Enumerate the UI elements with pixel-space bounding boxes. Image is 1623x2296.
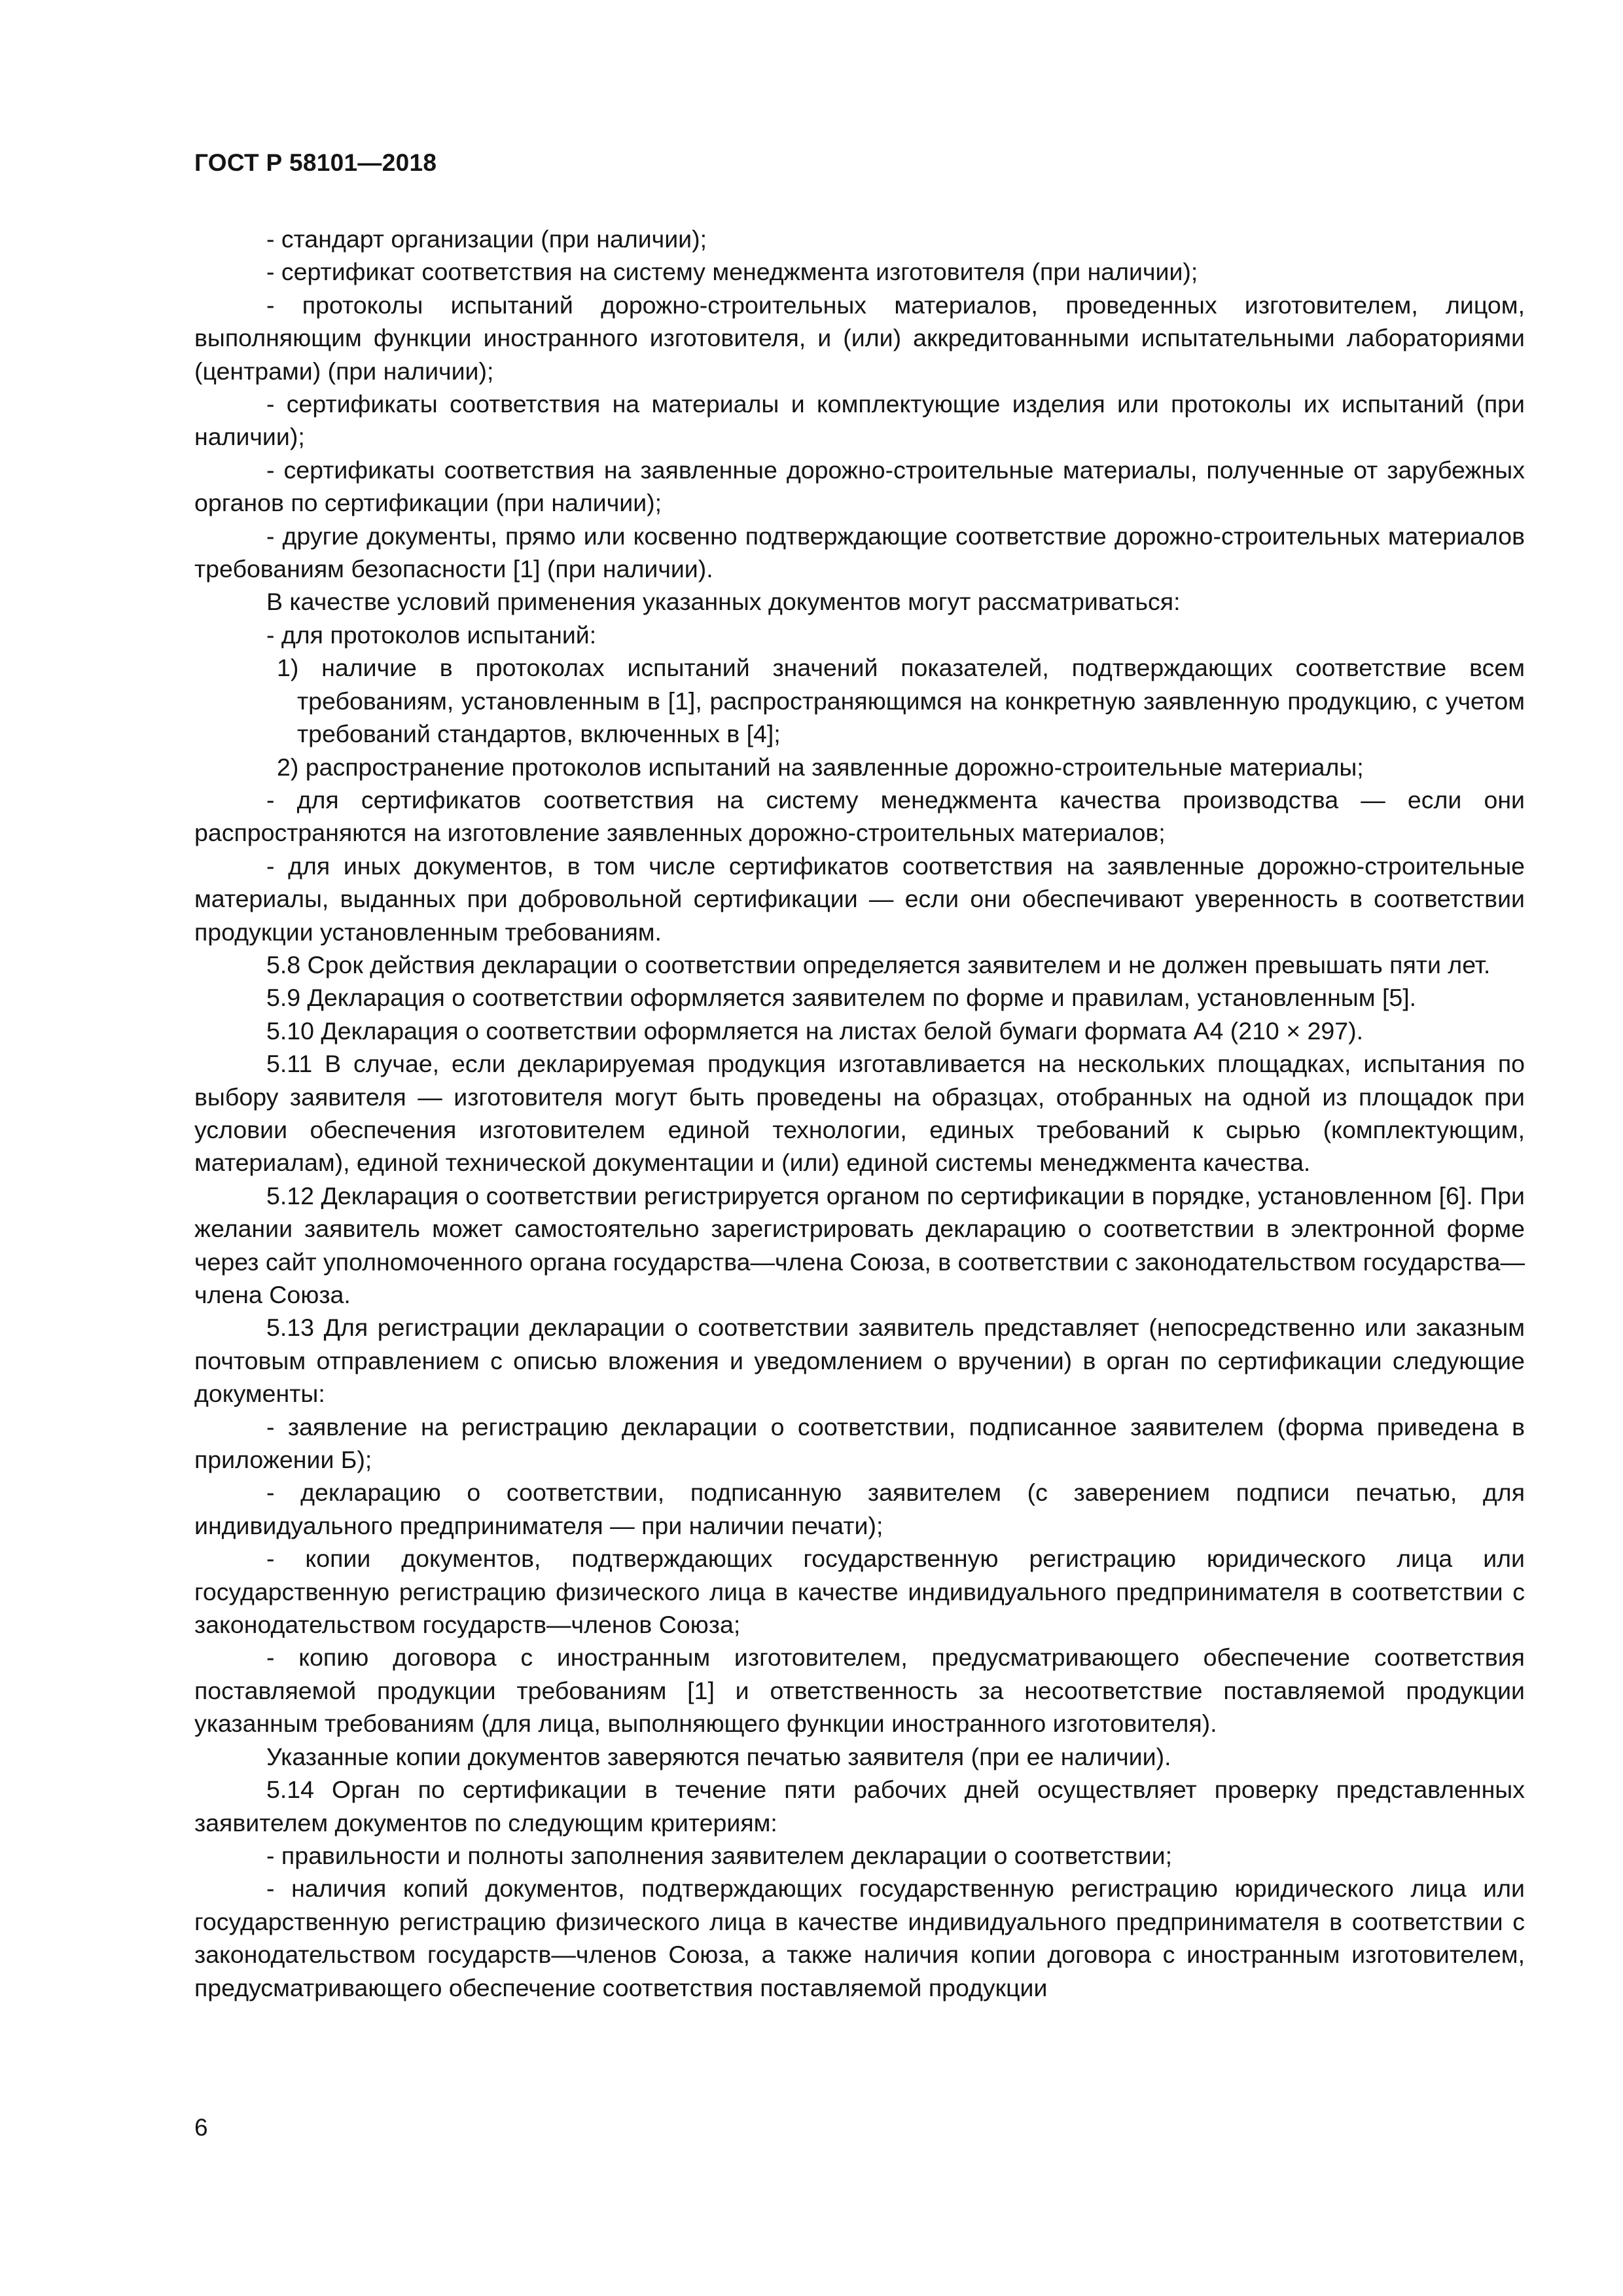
clause-5-14: 5.14 Орган по сертификации в течение пяти рабочих дней осуществляет проверку представленных заявителем документов по следующим критериям: [194,1776,1525,1837]
clause-5-8: 5.8 Срок действия декларации о соответствии определяется заявителем и не должен превышать пяти лет. [266,950,1491,978]
list-item: - протоколы испытаний дорожно-строительных материалов, проведенных изготовителем, лицом, выполняющим функции иностранного изготовителя, и (или) аккредитованными испытательными лабораториями (центрами) (при наличии); [194,291,1525,385]
list-item: - другие документы, прямо или косвенно подтверждающие соответствие дорожно-строительных материалов требованиям безопасности [1] (при наличии). [194,522,1525,583]
list-item: - для сертификатов соответствия на систему менеджмента качества производства — если они распространяются на изготовление заявленных дорожно-строительных материалов; [194,785,1525,847]
clause-5-9: 5.9 Декларация о соответствии оформляется заявителем по форме и правилам, установленным [5]. [266,984,1417,1012]
list-item: - декларацию о соответствии, подписанную заявителем (с заверением подписи печатью, для индивидуального предпринимателя — при наличии печати); [194,1479,1525,1539]
list-item: - наличия копий документов, подтверждающих государственную регистрацию юридического лица или государственную регистрацию физического лица в качестве индивидуального предпринимателя в соответствии с законодательством государств—членов Союза, а также наличия копии договора с иностранным изготовителем, предусматривающего обеспечение соответствия поставляемой продукции [194,1874,1525,2001]
document-header: ГОСТ Р 58101—2018 [194,149,437,176]
numbered-item: 2) распространение протоколов испытаний на заявленные дорожно-строительные материалы; [277,753,1364,781]
numbered-item: 1) наличие в протоколах испытаний значений показателей, подтверждающих соответствие всем требованиям, установленным в [1], распространяющимся на конкретную заявленную продукцию, с учетом требований стандартов, включенных в [4]; [277,654,1525,748]
list-item: - для протоколов испытаний: [266,620,597,649]
list-item: - копию договора с иностранным изготовителем, предусматривающего обеспечение соответствия поставляемой продукции требованиям [1] и ответственность за несоответствие поставляемой продукции указанным требованиям (для лица, выполняющего функции иностранного изготовителя). [194,1643,1525,1738]
page-number: 6 [194,2114,208,2141]
document-body [194,223,1525,2004]
list-item: - сертификаты соответствия на заявленные дорожно-строительные материалы, полученные от зарубежных органов по сертификации (при наличии); [194,456,1525,517]
clause-5-13: 5.13 Для регистрации декларации о соответствии заявитель представляет (непосредственно или заказным почтовым отправлением с описью вложения и уведомлением о вручении) в орган по сертификации следующие документы: [194,1314,1525,1408]
list-item: - правильности и полноты заполнения заявителем декларации о соответствии; [266,1841,1173,1869]
list-item: - заявление на регистрацию декларации о соответствии, подписанное заявителем (форма приведена в приложении Б); [194,1412,1525,1474]
list-item: - копии документов, подтверждающих государственную регистрацию юридического лица или государственную регистрацию физического лица в качестве индивидуального предпринимателя в соответствии с законодательством государств—членов Союза; [194,1545,1525,1639]
list-item: - сертификаты соответствия на материалы и комплектующие изделия или протоколы их испытаний (при наличии); [194,390,1525,451]
clause-5-11: 5.11 В случае, если декларируемая продукция изготавливается на нескольких площадках, испытания по выбору заявителя — изготовителя могут быть проведены на образцах, отобранных на одной из площадок при условии обеспечения изготовителем единой технологии, единых требований к сырью (комплектующим, материалам), единой технической документации и (или) единой системы менеджмента качества. [194,1050,1525,1177]
list-item: - стандарт организации (при наличии); [266,225,707,253]
list-item: - для иных документов, в том числе сертификатов соответствия на заявленные дорожно-строительные материалы, выданных при добровольной сертификации — если они обеспечивают уверенность в соответствии продукции установленным требованиям. [194,852,1525,946]
clause-5-12: 5.12 Декларация о соответствии регистрируется органом по сертификации в порядке, установленном [6]. При желании заявитель может самостоятельно зарегистрировать декларацию о соответствии в электронной форме через сайт уполномоченного органа государства—члена Союза, в соответствии с законодательством государства—члена Союза. [194,1181,1525,1308]
list-item: - сертификат соответствия на систему менеджмента изготовителя (при наличии); [266,258,1198,286]
paragraph: Указанные копии документов заверяются печатью заявителя (при ее наличии). [266,1742,1171,1770]
paragraph: В качестве условий применения указанных документов могут рассматриваться: [266,588,1181,616]
clause-5-10: 5.10 Декларация о соответствии оформляется на листах белой бумаги формата А4 (210 × 297). [266,1016,1364,1045]
